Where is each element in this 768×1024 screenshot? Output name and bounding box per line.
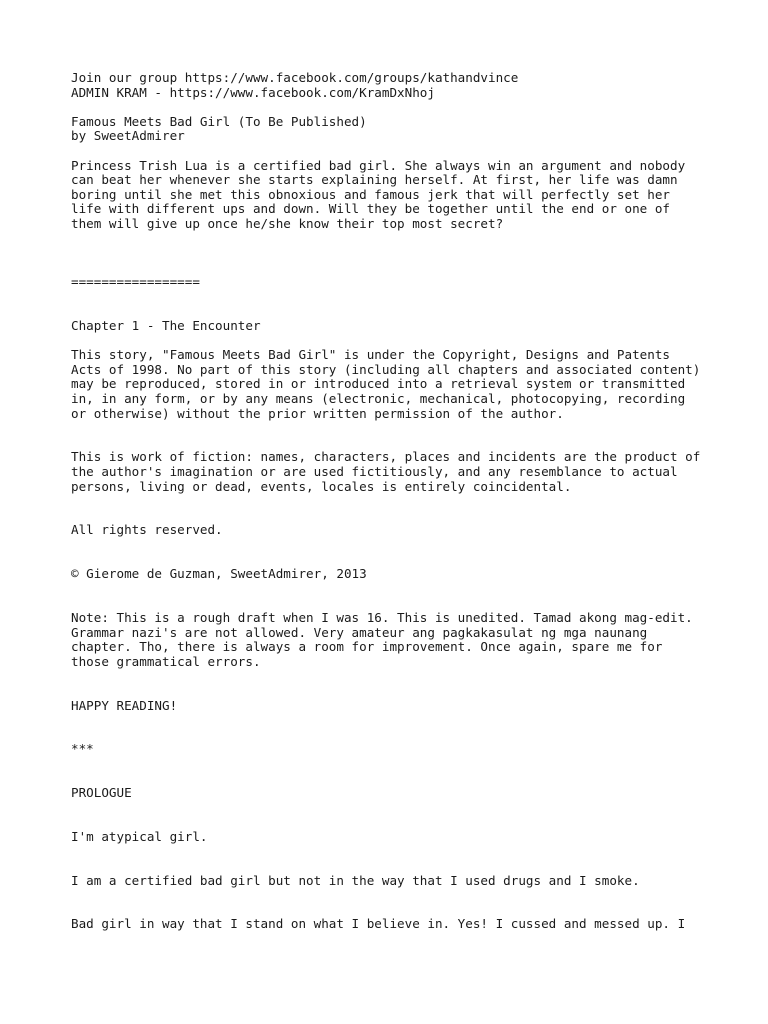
blurb-line: them will give up once he/she know their top most secret? <box>71 215 504 231</box>
fiction-notice <box>71 450 731 494</box>
happy-reading: HAPPY READING! <box>71 697 178 713</box>
separator: ================= <box>71 274 200 290</box>
blurb-line: Princess Trish Lua is a certified bad girl. She always win an argument and nobody <box>71 157 686 173</box>
book-title: Famous Meets Bad Girl (To Be Published) <box>71 113 367 129</box>
notice-line: persons, living or dead, events, locales is entirely coincidental. <box>71 478 572 494</box>
notice-line: in, in any form, or by any means (electronic, mechanical, photocopying, recording <box>71 391 686 407</box>
admin-link-line: ADMIN KRAM - https://www.facebook.com/KramDxNhoj <box>71 84 435 100</box>
notice-line: This is work of fiction: names, characters, places and incidents are the product of <box>71 449 701 465</box>
note-line: Grammar nazi's are not allowed. Very amateur ang pagkakasulat ng mga naunang <box>71 624 648 640</box>
notice-line: This story, "Famous Meets Bad Girl" is under the Copyright, Designs and Patents <box>71 347 670 363</box>
notice-line: Acts of 1998. No part of this story (including all chapters and associated content) <box>71 361 701 377</box>
copyright-notice <box>71 348 731 421</box>
author-note <box>71 611 731 669</box>
notice-line: or otherwise) without the prior written permission of the author. <box>71 405 564 421</box>
notice-line: the author's imagination or are used fictitiously, and any resemblance to actual <box>71 464 678 480</box>
group-link-line: Join our group https://www.facebook.com/groups/kathandvince <box>71 70 519 85</box>
rights-line: All rights reserved. <box>71 522 223 538</box>
blurb-line: life with different ups and down. Will they be together until the end or one of <box>71 201 670 217</box>
scene-break: *** <box>71 741 94 757</box>
prologue-line: I'm atypical girl. <box>71 828 208 844</box>
chapter-heading: Chapter 1 - The Encounter <box>71 318 261 334</box>
prologue-line: I am a certified bad girl but not in the way that I used drugs and I smoke. <box>71 872 640 888</box>
note-line: those grammatical errors. <box>71 653 261 669</box>
book-byline: by SweetAdmirer <box>71 128 185 144</box>
blurb-line: can beat her whenever she starts explaining herself. At first, her life was damn <box>71 172 678 188</box>
book-blurb <box>71 159 731 232</box>
prologue-heading: PROLOGUE <box>71 785 132 801</box>
blurb-line: boring until she met this obnoxious and famous jerk that will perfectly set her <box>71 186 670 202</box>
note-line: Note: This is a rough draft when I was 16. This is unedited. Tamad akong mag-edit. <box>71 609 693 625</box>
copyright-line: © Gierome de Guzman, SweetAdmirer, 2013 <box>71 566 367 582</box>
prologue-line: Bad girl in way that I stand on what I believe in. Yes! I cussed and messed up. I <box>71 916 686 932</box>
document-page <box>71 71 731 932</box>
note-line: chapter. Tho, there is always a room for improvement. Once again, spare me for <box>71 639 663 655</box>
notice-line: may be reproduced, stored in or introduced into a retrieval system or transmitted <box>71 376 686 392</box>
